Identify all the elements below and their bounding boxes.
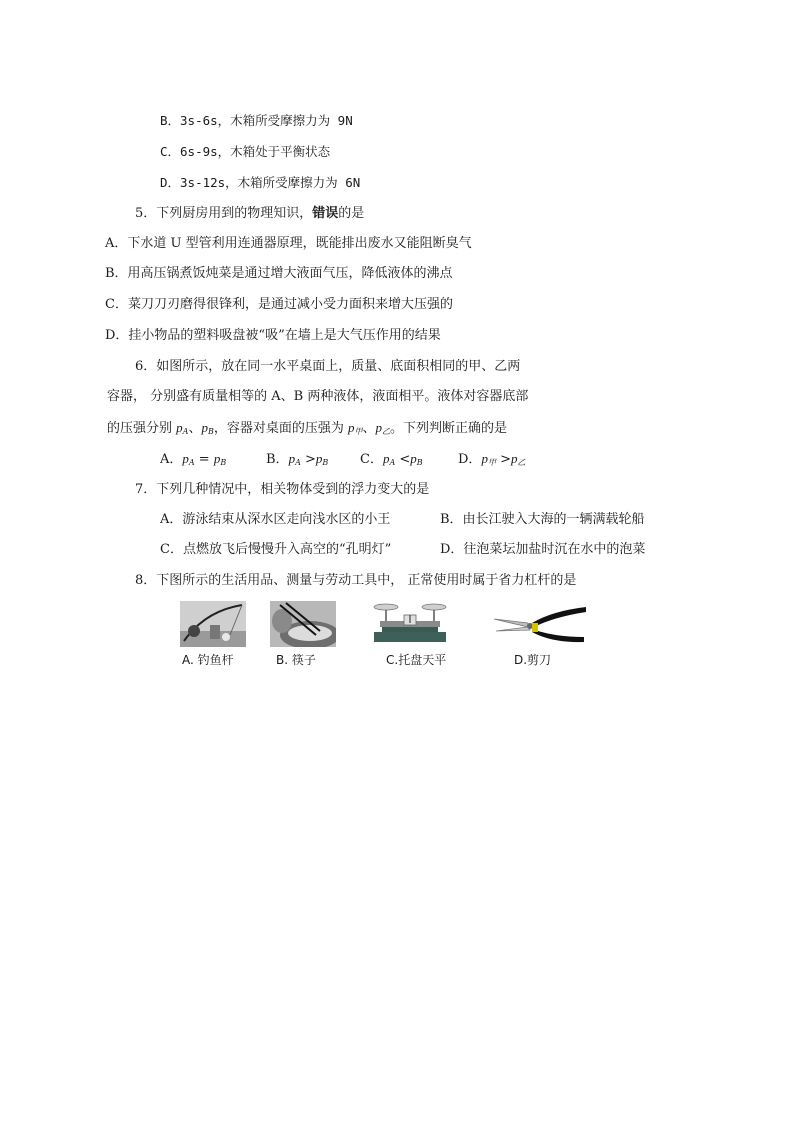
fishing-rod-picture xyxy=(180,601,246,647)
q7-option-d: D．往泡菜坛加盐时沉在水中的泡菜 xyxy=(440,542,646,557)
q4-option-b: B．3s-6s，木箱所受摩擦力为 9N xyxy=(160,113,353,128)
q6-option-c: C．$p_A <p_B$ xyxy=(360,451,423,467)
q5-stem-end: 的是 xyxy=(338,206,365,221)
balance-scale-picture xyxy=(370,601,450,647)
q6-stem-line3: 的压强分别 $p_A$、$p_B$，容器对桌面的压强为 $p_甲$、$p_乙$。下列判断正确的是 xyxy=(107,420,508,436)
q5-stem xyxy=(135,205,364,223)
caption-b: B. 筷子 xyxy=(276,653,316,667)
q6-stem-line2: 容器， 分别盛有质量相等的 A、B 两种液体，液面相平。液体对容器底部 xyxy=(107,389,529,404)
q7-option-c: C．点燃放飞后慢慢升入高空的“孔明灯” xyxy=(160,542,392,557)
caption-d: D.剪刀 xyxy=(514,653,552,667)
q5-option-b: B．用高压锅煮饭炖菜是通过增大液面气压，降低液体的沸点 xyxy=(105,266,453,281)
q5-option-d: D．挂小物品的塑料吸盘被“吸”在墙上是大气压作用的结果 xyxy=(105,328,441,343)
q6-option-d: D．$p_甲 >p_乙$ xyxy=(458,451,526,467)
q6-option-a: A．$p_A = p_B$ xyxy=(160,451,227,467)
q6-stem-line3-c: 。下列判断正确的是 xyxy=(390,421,508,436)
q6-stem-line3-b: ，容器对桌面的压强为 xyxy=(213,421,344,436)
q7-option-b: B．由长江驶入大海的一辆满载轮船 xyxy=(440,512,645,527)
q5-stem-emphasis: 错误 xyxy=(312,206,339,221)
q6-stem-line3-a: 的压强分别 xyxy=(107,421,173,436)
q7-stem: 7．下列几种情况中，相关物体受到的浮力变大的是 xyxy=(135,482,430,497)
q7-option-a: A．游泳结束从深水区走向浅水区的小王 xyxy=(160,512,391,527)
q6-option-b: B．$p_A >p_B$ xyxy=(266,451,329,467)
q5-option-a: A．下水道 U 型管利用连通器原理，既能排出废水又能阻断臭气 xyxy=(105,236,472,251)
caption-a: A. 钓鱼杆 xyxy=(182,653,234,667)
q5-stem-text: 5．下列厨房用到的物理知识， xyxy=(135,206,313,221)
scissors-picture xyxy=(492,601,588,647)
caption-c: C.托盘天平 xyxy=(386,653,447,667)
q5-option-c: C．菜刀刀刃磨得很锋利，是通过减小受力面积来增大压强的 xyxy=(105,297,453,312)
chopsticks-picture xyxy=(270,601,336,647)
q4-option-d: D．3s-12s，木箱所受摩擦力为 6N xyxy=(160,175,361,190)
q8-stem: 8．下图所示的生活用品、测量与劳动工具中， 正常使用时属于省力杠杆的是 xyxy=(135,573,577,588)
q4-option-c: C．6s-9s，木箱处于平衡状态 xyxy=(160,144,331,159)
q6-stem-line1: 6．如图所示，放在同一水平桌面上，质量、底面积相同的甲、乙两 xyxy=(135,359,521,374)
